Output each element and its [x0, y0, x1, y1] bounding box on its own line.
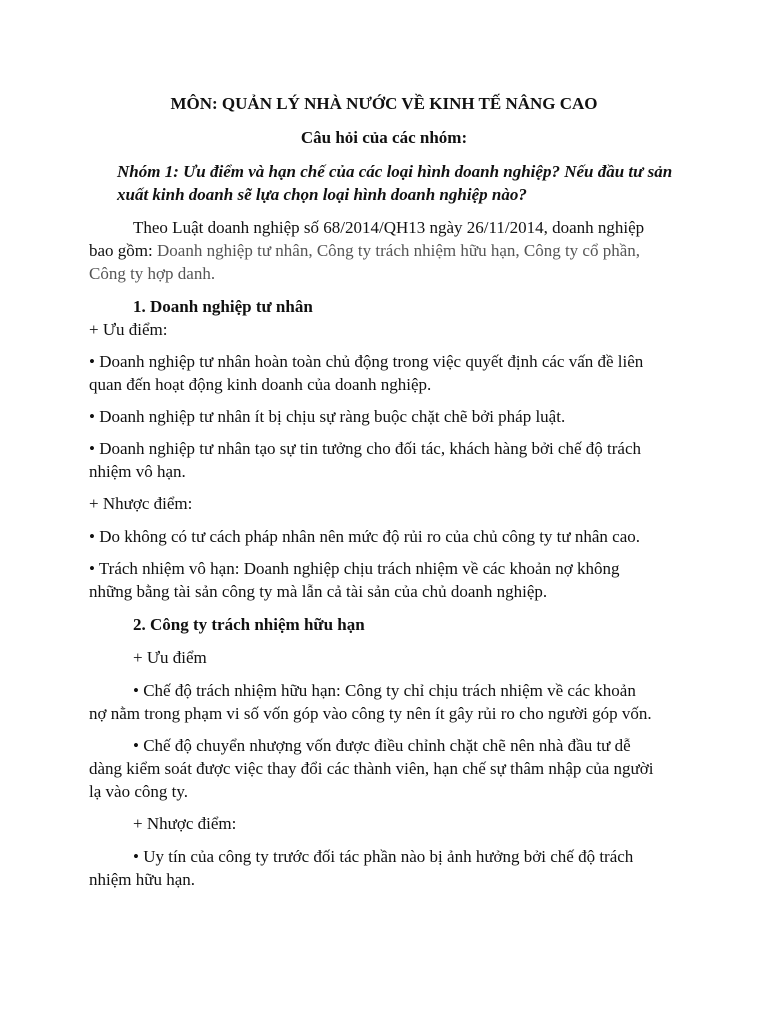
- section1-adv1-line1: • Doanh nghiệp tư nhân hoàn toàn chủ động trong việc quyết định các vấn đề liên: [89, 352, 644, 371]
- intro-line-2: [89, 240, 640, 262]
- question-line-2: xuất kinh doanh sẽ lựa chọn loại hình doanh nghiệp nào?: [117, 185, 527, 204]
- section1-adv3-line1: • Doanh nghiệp tư nhân tạo sự tin tưởng cho đối tác, khách hàng bởi chế độ trách: [89, 439, 641, 458]
- section1-adv2: • Doanh nghiệp tư nhân ít bị chịu sự ràng buộc chặt chẽ bởi pháp luật.: [89, 407, 566, 426]
- section2-adv2-line1: • Chế độ chuyển nhượng vốn được điều chỉnh chặt chẽ nên nhà đầu tư dễ: [133, 736, 631, 755]
- intro-line-1: Theo Luật doanh nghiệp số 68/2014/QH13 ngày 26/11/2014, doanh nghiệp: [133, 218, 645, 237]
- section1-dis1: • Do không có tư cách pháp nhân nên mức độ rủi ro của chủ công ty tư nhân cao.: [89, 527, 640, 546]
- section2-disadvantages-label: + Nhược điểm:: [133, 814, 237, 833]
- section2-adv2-line3: lạ vào công ty.: [89, 782, 188, 801]
- section1-adv3-line2: nhiệm vô hạn.: [89, 462, 186, 481]
- section2-dis1-line2: nhiệm hữu hạn.: [89, 870, 196, 889]
- section2-dis1-line1: • Uy tín của công ty trước đối tác phần nào bị ảnh hưởng bởi chế độ trách: [133, 847, 634, 866]
- section1-heading: 1. Doanh nghiệp tư nhân: [133, 297, 313, 316]
- section1-dis2-line2: những bằng tài sản công ty mà lẫn cả tài sản của chủ doanh nghiệp.: [89, 582, 548, 601]
- section1-disadvantages-label: + Nhược điểm:: [89, 494, 193, 513]
- section2-adv2-line2: dàng kiểm soát được việc thay đổi các thành viên, hạn chế sự thâm nhập của người: [89, 759, 654, 778]
- intro-line-2-lead: bao gồm:: [89, 241, 157, 260]
- document-title: MÔN: QUẢN LÝ NHÀ NƯỚC VỀ KINH TẾ NÂNG CAO: [170, 94, 598, 113]
- section2-adv1-line1: • Chế độ trách nhiệm hữu hạn: Công ty chỉ chịu trách nhiệm về các khoản: [133, 681, 636, 700]
- section1-adv1-line2: quan đến hoạt động kinh doanh của doanh nghiệp.: [89, 375, 432, 394]
- section2-heading: 2. Công ty trách nhiệm hữu hạn: [133, 615, 365, 634]
- question-line-1: Nhóm 1: Ưu điểm và hạn chế của các loại hình doanh nghiệp? Nếu đầu tư sản: [117, 162, 673, 181]
- section1-dis2-line1: • Trách nhiệm vô hạn: Doanh nghiệp chịu trách nhiệm về các khoản nợ không: [89, 559, 620, 578]
- intro-line-3: Công ty hợp danh.: [89, 264, 216, 283]
- section2-adv1-line2: nợ nằm trong phạm vi số vốn góp vào công ty nên ít gây rủi ro cho người góp vốn.: [89, 704, 652, 723]
- section1-advantages-label: + Ưu điểm:: [89, 320, 168, 339]
- document-subtitle: Câu hỏi của các nhóm:: [300, 128, 468, 147]
- section2-advantages-label: + Ưu điểm: [133, 648, 207, 667]
- intro-line-2-rest: Doanh nghiệp tư nhân, Công ty trách nhiệm hữu hạn, Công ty cổ phần,: [157, 241, 641, 260]
